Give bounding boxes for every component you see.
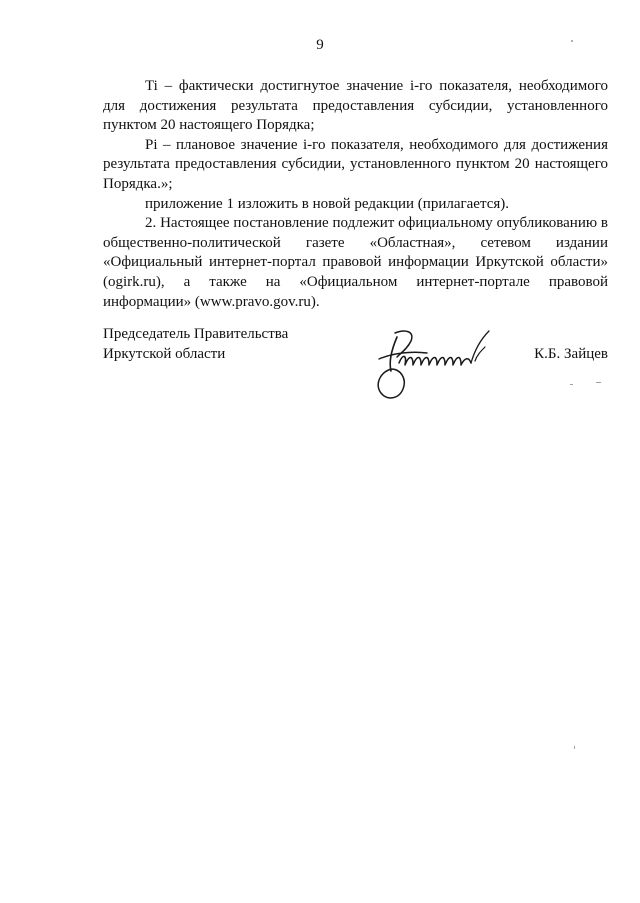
scan-artifact-right-1 <box>570 384 573 385</box>
scan-artifact-right-3 <box>574 746 575 749</box>
signer-position <box>103 325 343 364</box>
signer-name: К.Б. Зайцев <box>534 345 608 362</box>
signature-block <box>103 325 608 395</box>
signer-position-line-1: Председатель Правительства <box>103 326 289 342</box>
paragraph-pi-definition: Pi – плановое значение i-го показателя, необходимого для достижения результата предоставления субсидии, установленного пунктом 20 настоящего Порядка.»; <box>103 136 608 192</box>
paragraph-appendix: приложение 1 изложить в новой редакции (прилагается). <box>145 195 509 212</box>
scan-artifact-top-right <box>571 40 573 42</box>
scan-artifact-right-2 <box>596 382 601 383</box>
document-body <box>103 77 608 312</box>
signer-position-line-2: Иркутской области <box>103 345 226 362</box>
handwritten-signature-icon <box>371 319 501 403</box>
paragraph-ti-definition: Ti – фактически достигнутое значение i-го показателя, необходимого для достижения результата предоставления субсидии, установленного пунктом 20 настоящего Порядка; <box>103 78 608 134</box>
page-number: 9 <box>316 37 324 53</box>
paragraph-publication: 2. Настоящее постановление подлежит официальному опубликованию в общественно-политической газете «Областная», сетевом издании «Официальный интернет-портал правовой информации Иркутской области» (ogirk.ru), а также на «Официальном интернет-портале правовой информации» (www.pravo.gov.ru). <box>103 215 608 310</box>
